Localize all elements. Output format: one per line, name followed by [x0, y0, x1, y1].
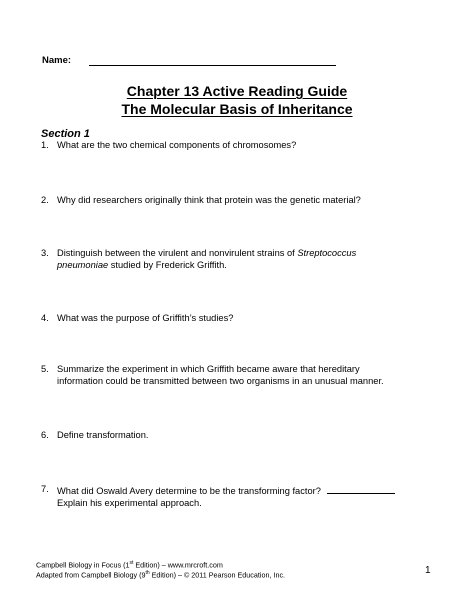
question-text: Distinguish between the virulent and nonvirulent strains of	[57, 248, 298, 258]
chapter-subtitle: The Molecular Basis of Inheritance	[121, 101, 353, 117]
question-text: Summarize the experiment in which Griffith became aware that hereditary information could be transmitted between two organisms in an unusual manner.	[57, 364, 384, 386]
question-text: What did Oswald Avery determine to be the transforming factor?	[57, 486, 321, 496]
question-3	[41, 248, 387, 271]
question-text: Why did researchers originally think that protein was the genetic material?	[57, 195, 361, 205]
species-name: Streptococcus pneumoniae	[57, 248, 357, 270]
question-5	[41, 364, 389, 387]
footer-text: Adapted from Campbell Biology (9	[36, 570, 146, 580]
question-7	[41, 484, 447, 509]
question-number: 4.	[41, 313, 49, 323]
question-6	[41, 430, 437, 442]
question-number: 7.	[41, 484, 49, 494]
footer-text: Edition) – © 2011 Pearson Education, Inc.	[149, 570, 286, 580]
footer-text: Campbell Biology in Focus (1	[36, 560, 130, 570]
footer-superscript: st	[129, 560, 134, 566]
chapter-title: Chapter 13 Active Reading Guide	[126, 83, 348, 99]
question-number: 6.	[41, 430, 49, 440]
question-text-line2: Explain his experimental approach.	[57, 497, 202, 508]
page-number: 1	[425, 565, 431, 576]
answer-blank-line[interactable]	[327, 484, 395, 494]
question-number: 1.	[41, 140, 49, 150]
question-4	[41, 313, 437, 325]
question-2	[41, 195, 437, 207]
question-text: What are the two chemical components of chromosomes?	[57, 140, 297, 150]
question-text: Define transformation.	[57, 430, 149, 440]
question-text-end: studied by Frederick Griffith.	[108, 259, 227, 270]
question-number: 5.	[41, 364, 49, 374]
name-blank-line[interactable]	[89, 65, 336, 66]
question-number: 2.	[41, 195, 49, 205]
footer-line-2	[36, 568, 285, 580]
question-number: 3.	[41, 248, 49, 258]
footer-superscript: th	[145, 570, 150, 576]
question-1	[41, 140, 437, 152]
question-text: What was the purpose of Griffith’s studies?	[57, 313, 234, 323]
footer-text: Edition) – www.mrcroft.com	[133, 560, 223, 570]
name-label: Name:	[42, 55, 72, 66]
section-heading: Section 1	[41, 128, 90, 140]
